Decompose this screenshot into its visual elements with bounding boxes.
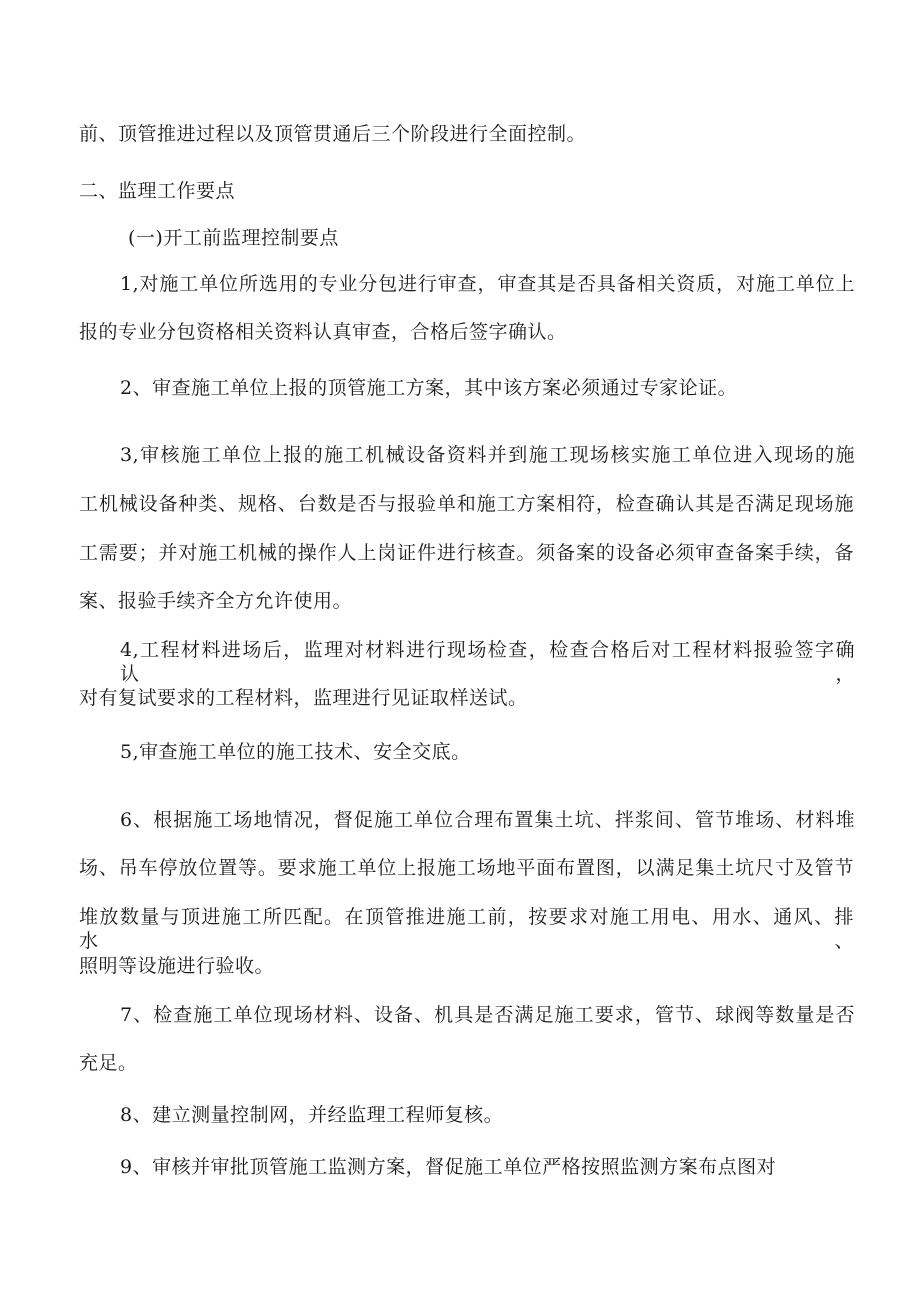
text-line: 对有复试要求的工程材料，监理进行见证取样送试。 bbox=[79, 687, 528, 709]
section-heading: 二、监理工作要点 bbox=[79, 180, 236, 202]
text-line: 2、审查施工单位上报的顶管施工方案，其中该方案必须通过专家论证。 bbox=[120, 377, 738, 399]
text-line: 堆放数量与顶进施工所匹配。在顶管推进施工前，按要求对施工用电、用水、通风、排水、 bbox=[79, 906, 854, 952]
text-line: 1,对施工单位所选用的专业分包进行审查，审查其是否具备相关资质，对施工单位上 bbox=[120, 273, 855, 295]
text-line: 工机械设备种类、规格、台数是否与报验单和施工方案相符，检查确认其是否满足现场施 bbox=[79, 493, 854, 515]
text-line: 前、顶管推进过程以及顶管贯通后三个阶段进行全面控制。 bbox=[79, 123, 587, 145]
text-line: 7、检查施工单位现场材料、设备、机具是否满足施工要求，管节、球阀等数量是否 bbox=[120, 1004, 855, 1026]
text-line: 5,审查施工单位的施工技术、安全交底。 bbox=[120, 741, 471, 763]
text-line: 案、报验手续齐全方允许使用。 bbox=[79, 590, 353, 612]
text-line: 6、根据施工场地情况，督促施工单位合理布置集土坑、拌浆间、管节堆场、材料堆 bbox=[120, 809, 855, 831]
text-line: 9、审核并审批顶管施工监测方案，督促施工单位严格按照监测方案布点图对 bbox=[120, 1156, 777, 1178]
text-line: 照明等设施进行验收。 bbox=[79, 955, 275, 977]
text-line: 8、建立测量控制网，并经监理工程师复核。 bbox=[120, 1104, 504, 1126]
subsection-heading: (一)开工前监理控制要点 bbox=[128, 227, 339, 249]
text-line: 充足。 bbox=[79, 1052, 138, 1074]
text-line: 工需要；并对施工机械的操作人上岗证件进行核查。须备案的设备必须审查备案手续，备 bbox=[79, 542, 854, 564]
text-line: 4,工程材料进场后，监理对材料进行现场检查，检查合格后对工程材料报验签字确认， bbox=[120, 639, 855, 685]
text-line: 报的专业分包资格相关资料认真审查，合格后签字确认。 bbox=[79, 321, 567, 343]
text-line: 场、吊车停放位置等。要求施工单位上报施工场地平面布置图，以满足集土坑尺寸及管节 bbox=[79, 857, 854, 879]
text-line: 3,审核施工单位上报的施工机械设备资料并到施工现场核实施工单位进入现场的施 bbox=[120, 444, 855, 466]
